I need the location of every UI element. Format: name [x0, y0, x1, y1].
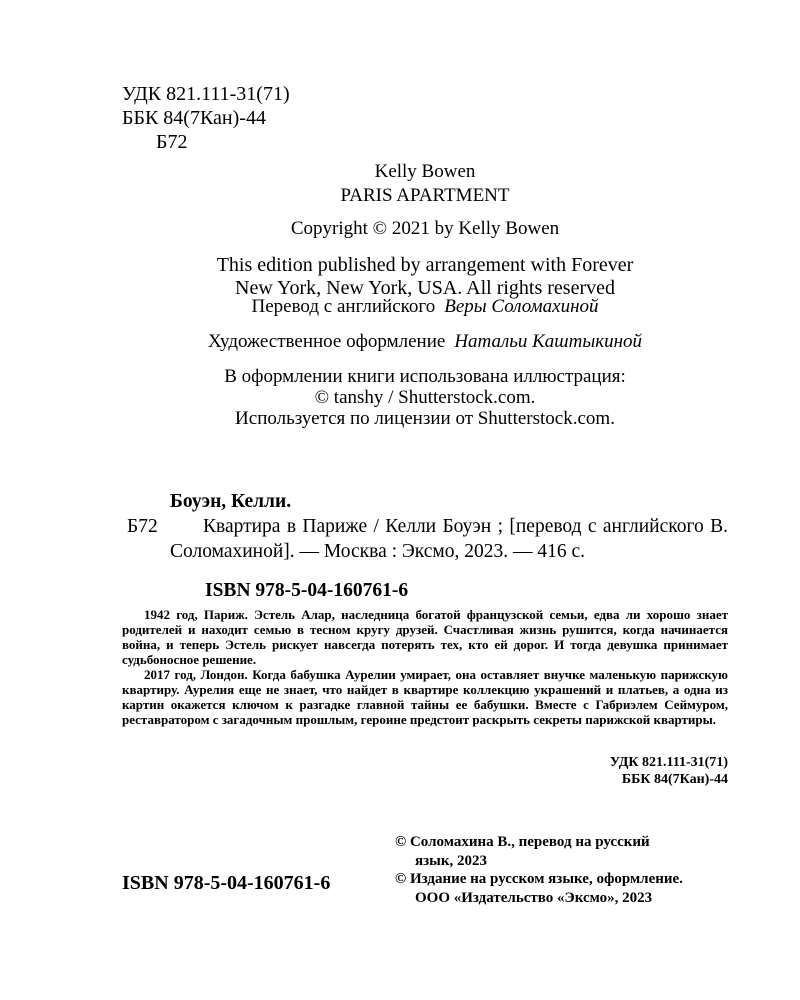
author-sign-code-top: Б72 — [156, 131, 188, 153]
illustration-note-line3: Используется по лицензии от Shutterstock.com. — [235, 408, 615, 429]
original-copyright-line: Copyright © 2021 by Kelly Bowen — [290, 218, 560, 239]
catalog-card — [122, 489, 728, 564]
bbk-code-bottom: ББК 84(7Кан)-44 — [621, 772, 728, 787]
original-author: Kelly Bowen — [374, 161, 476, 182]
design-credit — [122, 331, 728, 353]
edition-arrangement-lines — [122, 254, 728, 300]
catalog-author-sign-code: Б72 — [127, 516, 158, 537]
annotation-block — [122, 607, 728, 727]
footer-copyrights — [395, 833, 685, 907]
edition-rights-line: New York, New York, USA. All rights reserved — [235, 277, 615, 299]
bottom-bibliographic-codes — [610, 754, 728, 788]
designer-name: Натальи Каштыкиной — [454, 331, 643, 352]
annotation-para-2017: 2017 год, Лондон. Когда бабушка Аурелии умирает, она оставляет внучке маленькую парижскую квартиру. Аурелия еще не знает, что найдет в квартире коллекцию украшений и платьев, а одна из картин окажется ключом к разгадке главной тайны ее бабушки. Вместе с Габриэлем Сеймуром, реставратором с загадочным прошлым, героине предстоит раскрыть секреты парижской квартиры. — [122, 667, 728, 727]
edition-arrangement-line: This edition published by arrangement with Forever — [216, 254, 634, 276]
original-edition-block — [122, 160, 728, 300]
illustration-note — [122, 366, 728, 429]
translator-name: Веры Соломахиной — [444, 296, 599, 317]
udk-code-top: УДК 821.111-31(71) — [122, 83, 290, 105]
copyright-translation: © Соломахина В., перевод на русский язык, 2023 — [395, 834, 650, 869]
design-label: Художественное оформление — [207, 331, 446, 352]
copyright-edition: © Издание на русском языке, оформление. ООО «Издательство «Эксмо», 2023 — [395, 871, 683, 906]
original-title: PARIS APARTMENT — [340, 185, 510, 206]
udk-code-bottom: УДК 821.111-31(71) — [609, 755, 728, 770]
credits-block — [122, 296, 728, 366]
top-bibliographic-codes — [122, 82, 290, 154]
translation-credit — [122, 296, 728, 318]
bbk-code-top: ББК 84(7Кан)-44 — [122, 107, 266, 129]
translation-label: Перевод с английского — [251, 296, 436, 317]
catalog-author: Боуэн, Келли. — [170, 491, 292, 512]
isbn-footer: ISBN 978-5-04-160761-6 — [122, 872, 331, 894]
illustration-note-line2: © tanshy / Shutterstock.com. — [314, 387, 536, 408]
isbn-catalog: ISBN 978-5-04-160761-6 — [205, 580, 409, 601]
annotation-para-1942: 1942 год, Париж. Эстель Алар, наследница богатой французской семьи, едва ли хорошо знает родителей и находит семью в тесном кругу друзей. Счастливая жизнь рушится, когда начинается война, и теперь Эстель рискует навсегда потерять тех, кто ей дорог. И тогда девушка принимает судьбоносное решение. — [122, 607, 728, 667]
catalog-entry: Квартира в Париже / Келли Боуэн ; [перевод с английского В. Соломахиной]. — Москва : Эксмо, 2023. — 416 с. — [170, 516, 728, 562]
illustration-note-line1: В оформлении книги использована иллюстрация: — [224, 366, 626, 387]
catalog-entry-row — [122, 514, 728, 564]
